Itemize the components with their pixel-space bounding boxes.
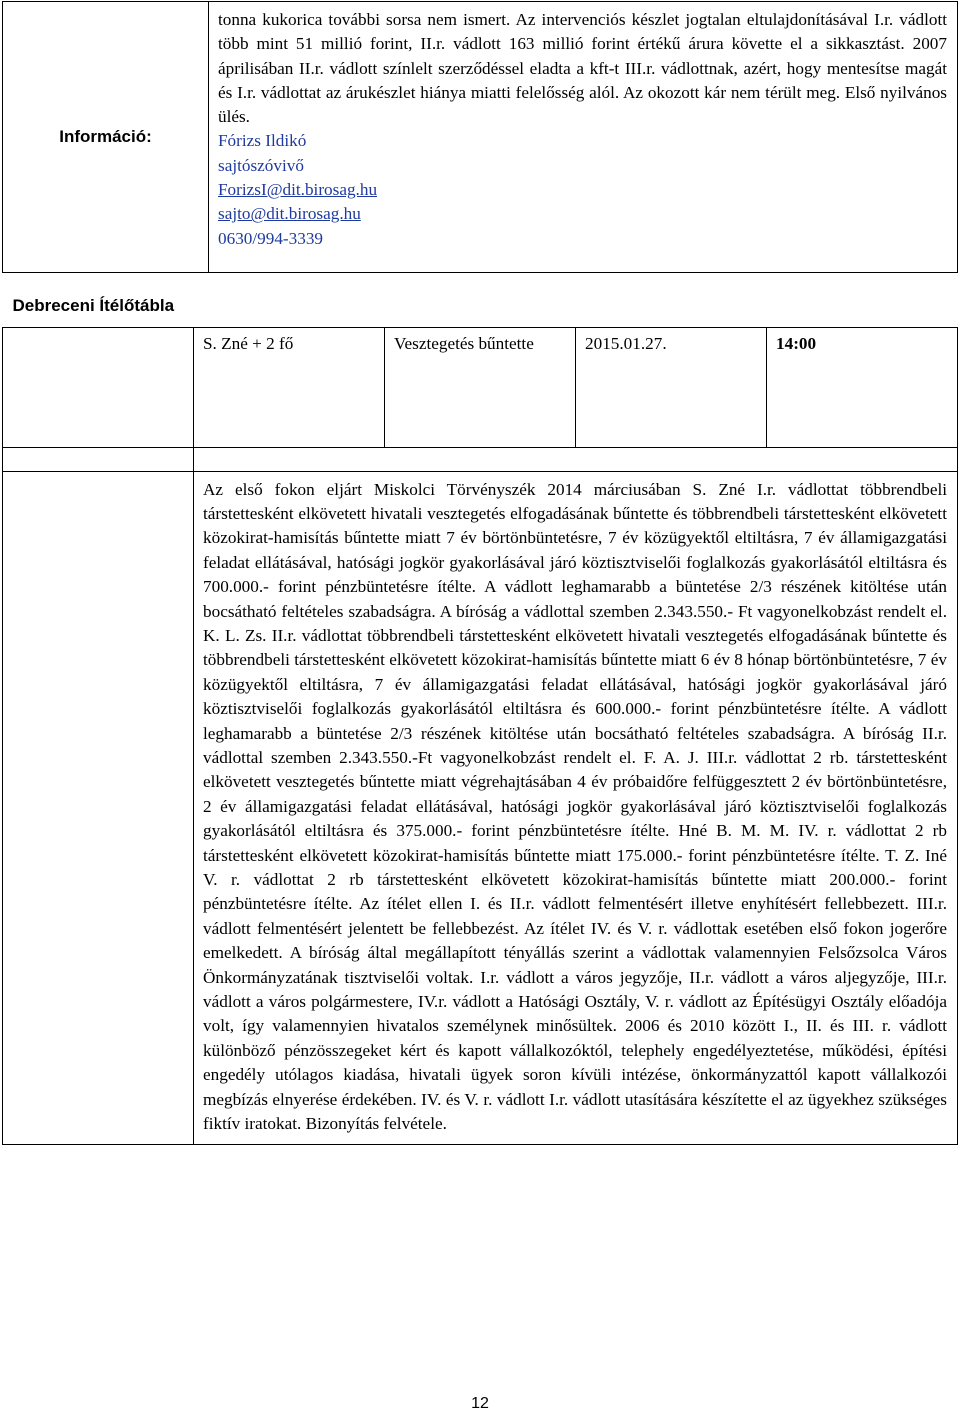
contact-phone: 0630/994-3339 bbox=[218, 228, 324, 248]
document-sheet bbox=[2, 1, 958, 1145]
case-details: Az első fokon eljárt Miskolci Törvényszék 2014 márciusában S. Zné I.r. vádlottat többrendbeli társtettesként elkövetett hivatali vesztegetés elfogadásának bűntette és többrendbeli társtettesként elkövetett közokirat-hamisítás bűntette miatt 7 év börtönbüntetésre, 7 év közügyektől eltiltásra, 7 év államigazgatási feladat ellátásával, hatósági jogkör gyakorlásával járó köztisztviselői foglalkozás gyakorlásától eltiltásra és 700.000.- forint pénzbüntetésre ítélte. A vádlott leghamarabb a büntetése 2/3 részének kitöltése után bocsátható feltételes szabadságra. A bíróság a vádlottal szemben 2.343.550.- Ft vagyonelkobzást rendelt el. K. L. Zs. II.r. vádlottat többrendbeli társtettesként elkövetett hivatali vesztegetés elfogadásának bűntette és többrendbeli társtettesként elkövetett közokirat-hamisítás bűntette miatt 6 év 8 hónap börtönbüntetésre, 7 év közügyektől eltiltásra, 7 év államigazgatási feladat ellátásával, hatósági jogkör gyakorlásával járó köztisztviselői foglalkozás gyakorlásától eltiltásra és 600.000.- forint pénzbüntetésre ítélte. A vádlott leghamarabb a büntetése 2/3 részének kitöltése után bocsátható feltételes szabadságra. A bíróság II.r. vádlottal szemben 2.343.550.-Ft vagyonelkobzást rendelt el. F. A. J. III.r. vádlottat 2 rb. társtettesként elkövetett vesztegetés bűntette miatt végrehajtásában 4 év próbaidőre felfüggesztett 2 év börtönbüntetésre, 2 év államigazgatási feladat ellátásával, hatósági jogkör gyakorlásával járó köztisztviselői foglalkozás gyakorlásától eltiltásra és 375.000.- forint pénzbüntetésre ítélte. Hné B. M. M. IV. r. vádlottat 2 rb társtettesként elkövetett közokirat-hamisítás bűntette miatt 175.000.- forint pénzbüntetésre ítélte. T. Z. Iné V. r. vádlottat 2 rb társtettesként elkövetett közokirat-hamisítás bűntette miatt 200.000.- forint pénzbüntetésre ítélte. Az ítélet ellen I. és II.r. vádlott felmentésért illetve enyhítésért fellebbezett. III.r. vádlott felmentésért jelentett be fellebbezést. Az ítélet IV. és V. r. vádlottak esetében első fokon jogerőre emelkedett. A bíróság által megállapított tényállás szerint a vádlottak valamennyien Felsőzsolca Város Önkormányzatának tisztviselői voltak. I.r. vádlott a város jegyzője, II.r. vádlott a város aljegyzője, III.r. vádlott a város polgármestere, IV.r. vádlott a Hatósági Osztály, V. r. vádlott az Építésügyi Osztály előadója volt, így valamennyien hivatalos személynek minősültek. 2006 és 2010 között I., II. és III. r. vádlott különböző pénzösszegeket kért és kapott vállalkozóktól, telephely engedélyeztetése, működési, építési engedély utólagos kiadása, hivatali ügyek soron kívüli intézése, önkormányzattól kapott vállalkozói megbízás elnyerése érdekében. IV. és V. r. vádlott I.r. vádlott utasítására készítette el az ügyekhez szükséges fiktív iratokat. Bizonyítás felvétele. bbox=[203, 479, 947, 1134]
case-time: 14:00 bbox=[776, 333, 817, 353]
case-date: 2015.01.27. bbox=[585, 333, 667, 353]
detail-row bbox=[3, 471, 958, 1145]
case-defendants: S. Zné + 2 fő bbox=[203, 333, 294, 353]
spacer-left bbox=[3, 447, 194, 471]
charge-cell bbox=[385, 327, 576, 447]
press-contact bbox=[218, 129, 947, 250]
date-cell bbox=[576, 327, 767, 447]
empty-cell bbox=[3, 327, 194, 447]
contact-name: Fórizs Ildikó bbox=[218, 131, 307, 151]
page-number: 12 bbox=[471, 1395, 489, 1412]
detail-cell bbox=[194, 471, 958, 1145]
contact-email-link[interactable]: ForizsI@dit.birosag.hu bbox=[218, 180, 378, 200]
info-text: tonna kukorica további sorsa nem ismert. Az intervenciós készlet jogtalan eltulajdonításával I.r. vádlott több mint 51 millió forint, II.r. vádlott 163 millió forint értékű árura követte el a sikkasztást. 2007 áprilisában II.r. vádlott színlelt szerződéssel eladta a kft-t III.r. vádlottnak, azért, hogy mentesítse magát és I.r. vádlottat az árukészlet hiánya miatti felelősség alól. Az okozott kár nem térült meg. Első nyilvános ülés. bbox=[218, 10, 947, 127]
time-cell bbox=[767, 327, 958, 447]
case-table bbox=[2, 272, 958, 1145]
info-label: Információ: bbox=[59, 127, 152, 146]
spacer-right bbox=[194, 447, 958, 471]
info-content-cell bbox=[209, 2, 958, 273]
contact-role: sajtószóvivő bbox=[218, 155, 304, 175]
press-email-link[interactable]: sajto@dit.birosag.hu bbox=[218, 204, 361, 224]
defendants-cell bbox=[194, 327, 385, 447]
info-label-cell bbox=[3, 2, 209, 273]
court-name: Debreceni Ítélőtábla bbox=[12, 296, 175, 315]
case-row bbox=[3, 327, 958, 447]
spacer-row bbox=[3, 447, 958, 471]
detail-left-cell bbox=[3, 471, 194, 1145]
info-table bbox=[2, 1, 958, 273]
court-header-cell bbox=[3, 272, 958, 327]
case-charge: Vesztegetés bűntette bbox=[394, 333, 534, 353]
